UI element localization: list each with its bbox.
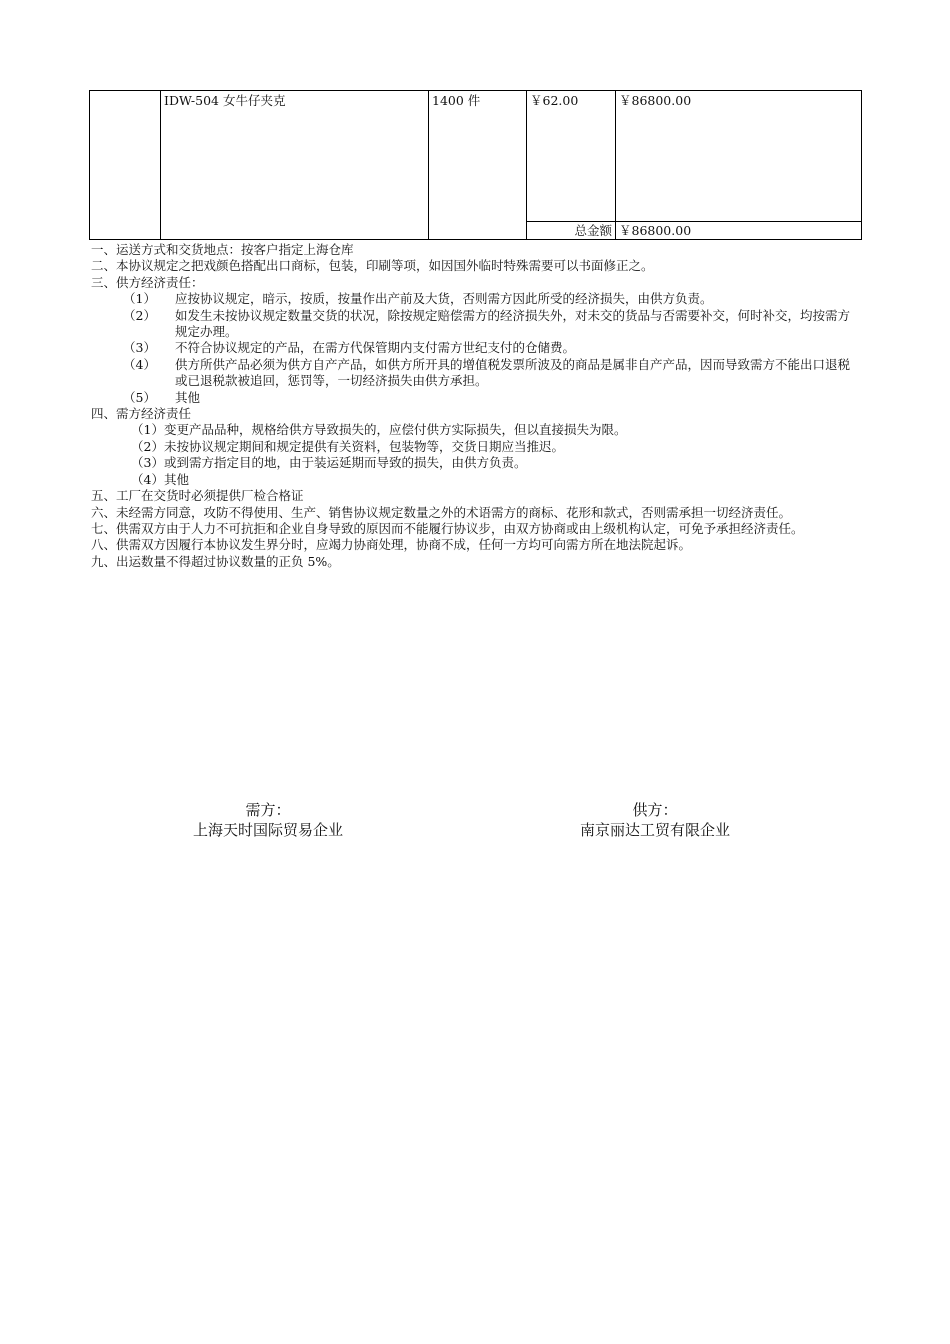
- table-cell-blank: [90, 222, 161, 240]
- seller-name: 南京丽达工贸有限企业: [579, 821, 730, 839]
- supplier-duty-item: [91, 291, 861, 307]
- clause-2: 二、本协议规定之把戏颜色搭配出口商标，包装，印刷等项，如因国外临时特殊需要可以书面修正之。: [91, 258, 654, 274]
- buyer-signature-block: [168, 800, 368, 840]
- item-number: （4）: [131, 471, 164, 487]
- item-text: 未按协议规定期间和规定提供有关资料，包装物等，交货日期应当推迟。: [163, 438, 564, 454]
- unit-price-cell: ￥62.00: [527, 91, 616, 222]
- clause-1: 一、运送方式和交货地点：按客户指定上海仓库: [91, 242, 354, 257]
- item-text: 不符合协议规定的产品，在需方代保管期内支付需方世纪支付的仓储费。: [175, 340, 576, 356]
- clause-4: 四、需方经济责任: [91, 406, 192, 422]
- item-text: 变更产品品种，规格给供方导致损失的，应偿付供方实际损失，但以直接损失为限。: [163, 422, 627, 438]
- total-label: 总金额: [527, 222, 616, 240]
- buyer-label: 需方：: [245, 801, 291, 819]
- supplier-duty-item: [91, 308, 861, 341]
- item-number: （5）: [123, 389, 156, 405]
- item-number: （1）: [123, 291, 156, 307]
- contract-clauses: [91, 242, 861, 570]
- item-text: 供方所供产品必须为供方自产产品，如供方所开具的增值税发票所波及的商品是属非自产产品，因而导致需方不能出口退税或已退税款被追回，惩罚等，一切经济损失由供方承担。: [175, 356, 851, 389]
- buyer-duty-item: [91, 422, 861, 438]
- clause-8: 八、供需双方因履行本协议发生界分时，应竭力协商处理，协商不成，任何一方均可向需方所在地法院起诉。: [91, 537, 692, 553]
- item-number: （3）: [131, 455, 164, 471]
- item-number: （2）: [131, 438, 164, 454]
- buyer-duty-item: [91, 455, 861, 471]
- table-cell-blank: [90, 91, 161, 222]
- item-number: （2）: [123, 307, 156, 323]
- amount-cell: ￥86800.00: [616, 91, 862, 222]
- supplier-duty-item: [91, 357, 861, 390]
- seller-signature-block: [555, 800, 755, 840]
- supplier-duty-item: [91, 390, 861, 406]
- item-cell: IDW-504 女牛仔夹克: [161, 91, 429, 240]
- table-row: [90, 91, 862, 222]
- clause-5: 五、工厂在交货时必须提供厂检合格证: [91, 488, 304, 504]
- item-number: （4）: [123, 356, 156, 372]
- clause-6: 六、未经需方同意，攻防不得使用、生产、销售协议规定数量之外的术语需方的商标、花形和款式，否则需承担一切经济责任。: [91, 504, 792, 520]
- item-number: （1）: [131, 422, 164, 438]
- item-text: 应按协议规定，暗示，按质，按量作出产前及大货，否则需方因此所受的经济损失，由供方负责。: [175, 291, 713, 307]
- clause-7: 七、供需双方由于人力不可抗拒和企业自身导致的原因而不能履行协议步，由双方协商或由上级机构认定，可免予承担经济责任。: [91, 520, 804, 536]
- item-text: 其他: [163, 471, 189, 487]
- goods-table: [89, 90, 862, 240]
- buyer-duty-item: [91, 472, 861, 488]
- quantity-cell: 1400 件: [429, 91, 527, 240]
- total-value: ￥86800.00: [616, 222, 862, 240]
- clause-3: 三、供方经济责任：: [91, 274, 204, 290]
- seller-label: 供方：: [632, 801, 678, 819]
- supplier-duty-item: [91, 340, 861, 356]
- item-text: 如发生未按协议规定数量交货的状况，除按规定赔偿需方的经济损失外，对未交的货品与否需要补交，何时补交，均按需方规定办理。: [175, 307, 851, 340]
- buyer-duty-item: [91, 439, 861, 455]
- buyer-name: 上海天时国际贸易企业: [192, 821, 343, 839]
- item-number: （3）: [123, 340, 156, 356]
- item-text: 其他: [175, 389, 201, 405]
- item-text: 或到需方指定目的地，由于装运延期而导致的损失，由供方负责。: [163, 455, 527, 471]
- clause-9: 九、出运数量不得超过协议数量的正负 5%。: [91, 553, 340, 569]
